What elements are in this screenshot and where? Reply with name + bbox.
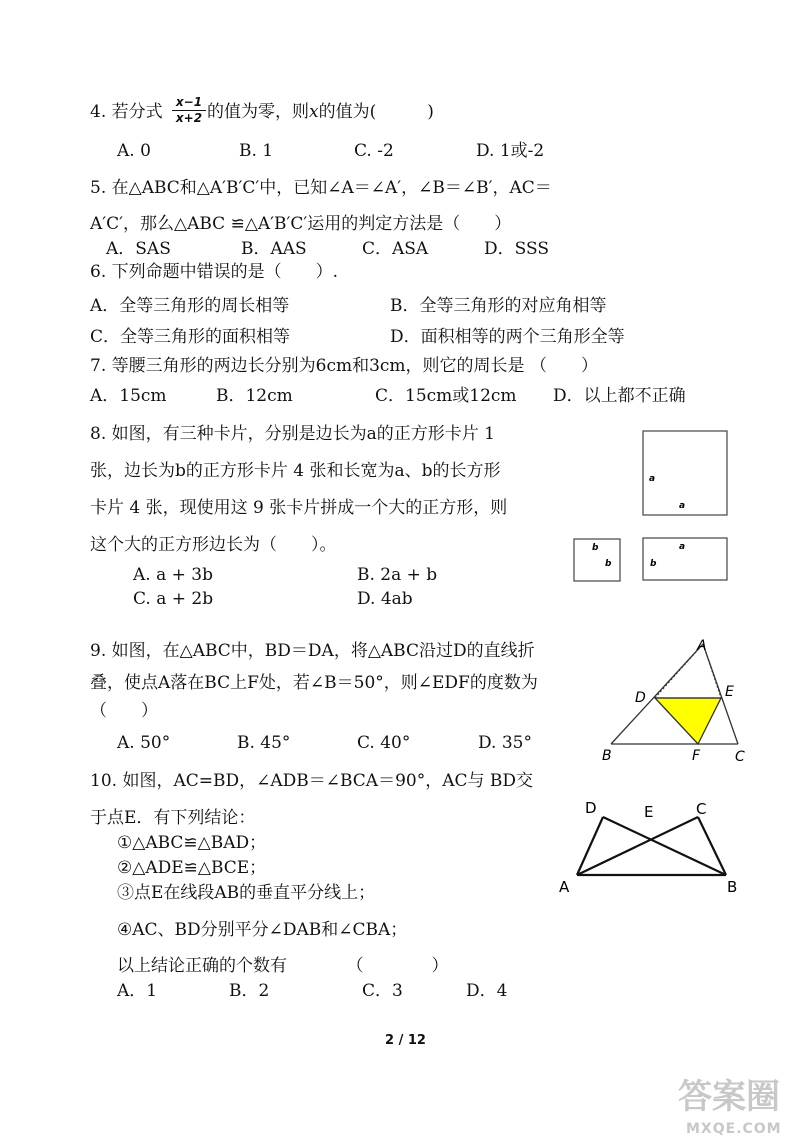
q7-option-d: D．以上都不正确 (553, 386, 686, 406)
q8-option-b: B. 2a + b (357, 565, 438, 585)
q4-stem-a: 4. 若分式 (90, 102, 163, 122)
q4-option-b: B. 1 (239, 141, 274, 161)
q10-option-a: A．1 (117, 981, 158, 1001)
q9-point-E: E (725, 684, 734, 700)
q9-point-A: A (697, 638, 707, 654)
q9-dotted-DA (655, 644, 703, 698)
q9-stem-line1: 9. 如图，在△ABC中，BD＝DA，将△ABC沿过D的直线折 (90, 641, 535, 661)
q4-fraction-numerator: x−1 (175, 95, 203, 109)
q10-diagonal-DB (603, 817, 726, 875)
q6-option-d: D．面积相等的两个三角形全等 (390, 327, 625, 347)
page-number: 2 / 12 (385, 1033, 426, 1048)
q10-conclusion-4: ④AC、BD分别平分∠DAB和∠CBA； (117, 920, 408, 940)
q10-conclusion-1: ①△ABC≌△BAD； (117, 833, 267, 853)
q7-option-a: A．15cm (90, 386, 167, 406)
q9-point-F: F (692, 748, 701, 764)
q9-option-b: B. 45° (237, 733, 291, 753)
q8-label-b-right: b (605, 559, 612, 569)
q4-fraction (172, 96, 206, 125)
q10-figure (555, 795, 750, 900)
q9-option-c: C. 40° (357, 733, 411, 753)
watermark-logo: 答案圈 (678, 1077, 780, 1117)
q10-question: 以上结论正确的个数有 （ ） (117, 956, 449, 976)
q8-stem-line3: 卡片 4 张，现使用这 9 张卡片拼成一个大的正方形，则 (90, 498, 508, 518)
q10-conclusion-2: ②△ADE≌△BCE； (117, 858, 267, 878)
q8-stem-line4: 这个大的正方形边长为（ ）。 (90, 535, 337, 555)
q4-option-a: A. 0 (117, 141, 151, 161)
q8-label-rect-b: b (650, 559, 657, 569)
q4-stem-b: 的值为零，则 (207, 102, 309, 122)
q9-point-B: B (602, 748, 612, 764)
watermark-url: MXQE.COM (686, 1121, 782, 1137)
q10-point-D: D (585, 799, 597, 817)
q4-variable: x (309, 102, 319, 122)
q6-option-a: A．全等三角形的周长相等 (90, 296, 290, 316)
q8-stem-line1: 8. 如图，有三种卡片，分别是边长为a的正方形卡片 1 (90, 424, 495, 444)
q8-label-rect-a: a (679, 542, 686, 552)
q5-option-d: D．SSS (484, 239, 549, 259)
q10-option-b: B．2 (229, 981, 270, 1001)
q10-side-CB (698, 817, 726, 875)
q7-option-b: B．12cm (216, 386, 293, 406)
q8-label-a-side: a (649, 474, 656, 484)
q10-conclusion-3: ③点E在线段AB的垂直平分线上； (117, 883, 376, 903)
q10-option-d: D．4 (466, 981, 508, 1001)
q9-figure (595, 632, 755, 767)
q7-option-c: C．15cm或12cm (375, 386, 517, 406)
q10-stem-line2: 于点E．有下列结论： (90, 808, 256, 828)
q5-option-c: C．ASA (362, 239, 429, 259)
q10-point-E: E (644, 803, 654, 821)
q9-stem-line3: （ ） (90, 701, 158, 721)
q4-stem-c: 的值为( ) (318, 102, 434, 122)
q10-point-A: A (559, 878, 570, 896)
q8-label-b-top: b (592, 543, 599, 553)
q6-option-b: B．全等三角形的对应角相等 (390, 296, 607, 316)
q8-label-a-bottom: a (679, 501, 686, 511)
q4-option-c: C. -2 (354, 141, 394, 161)
q10-diagonal-AC (577, 817, 698, 875)
q8-stem-line2: 张，边长为b的正方形卡片 4 张和长宽为a、b的长方形 (90, 461, 501, 481)
q8-option-c: C. a + 2b (133, 589, 214, 609)
q8-option-d: D. 4ab (357, 589, 413, 609)
q10-side-AD (577, 817, 603, 875)
q10-point-C: C (696, 800, 707, 818)
q6-option-c: C．全等三角形的面积相等 (90, 327, 291, 347)
q5-option-a: A．SAS (106, 239, 171, 259)
q9-point-C: C (735, 749, 745, 765)
q4-option-d: D. 1或-2 (476, 141, 545, 161)
q5-stem-line1: 5. 在△ABC和△A′B′C′中，已知∠A＝∠A′，∠B＝∠B′，AC＝ (90, 178, 552, 198)
q10-point-B: B (727, 878, 738, 896)
q5-stem-line2: A′C′，那么△ABC ≌△A′B′C′运用的判定方法是（ ） (90, 214, 512, 234)
q4-stem (90, 104, 163, 121)
q5-option-b: B．AAS (241, 239, 307, 259)
q7-stem: 7. 等腰三角形的两边长分别为6cm和3cm，则它的周长是 （ ） (90, 356, 598, 376)
q9-point-D: D (635, 690, 646, 706)
q9-stem-line2: 叠，使点A落在BC上F处，若∠B＝50°，则∠EDF的度数为 (90, 673, 538, 693)
q10-option-c: C．3 (362, 981, 403, 1001)
q6-stem: 6. 下列命题中错误的是（ ）. (90, 262, 339, 282)
q4-stem-rest (207, 104, 434, 121)
q8-option-a: A. a + 3b (133, 565, 213, 585)
q8-figure (570, 425, 730, 590)
q9-option-d: D. 35° (478, 733, 532, 753)
q4-fraction-denominator: x+2 (175, 111, 203, 125)
q9-option-a: A. 50° (117, 733, 171, 753)
q10-stem-line1: 10. 如图，AC=BD，∠ADB＝∠BCA＝90°，AC与 BD交 (90, 771, 534, 791)
q9-folded-triangle (655, 698, 721, 744)
